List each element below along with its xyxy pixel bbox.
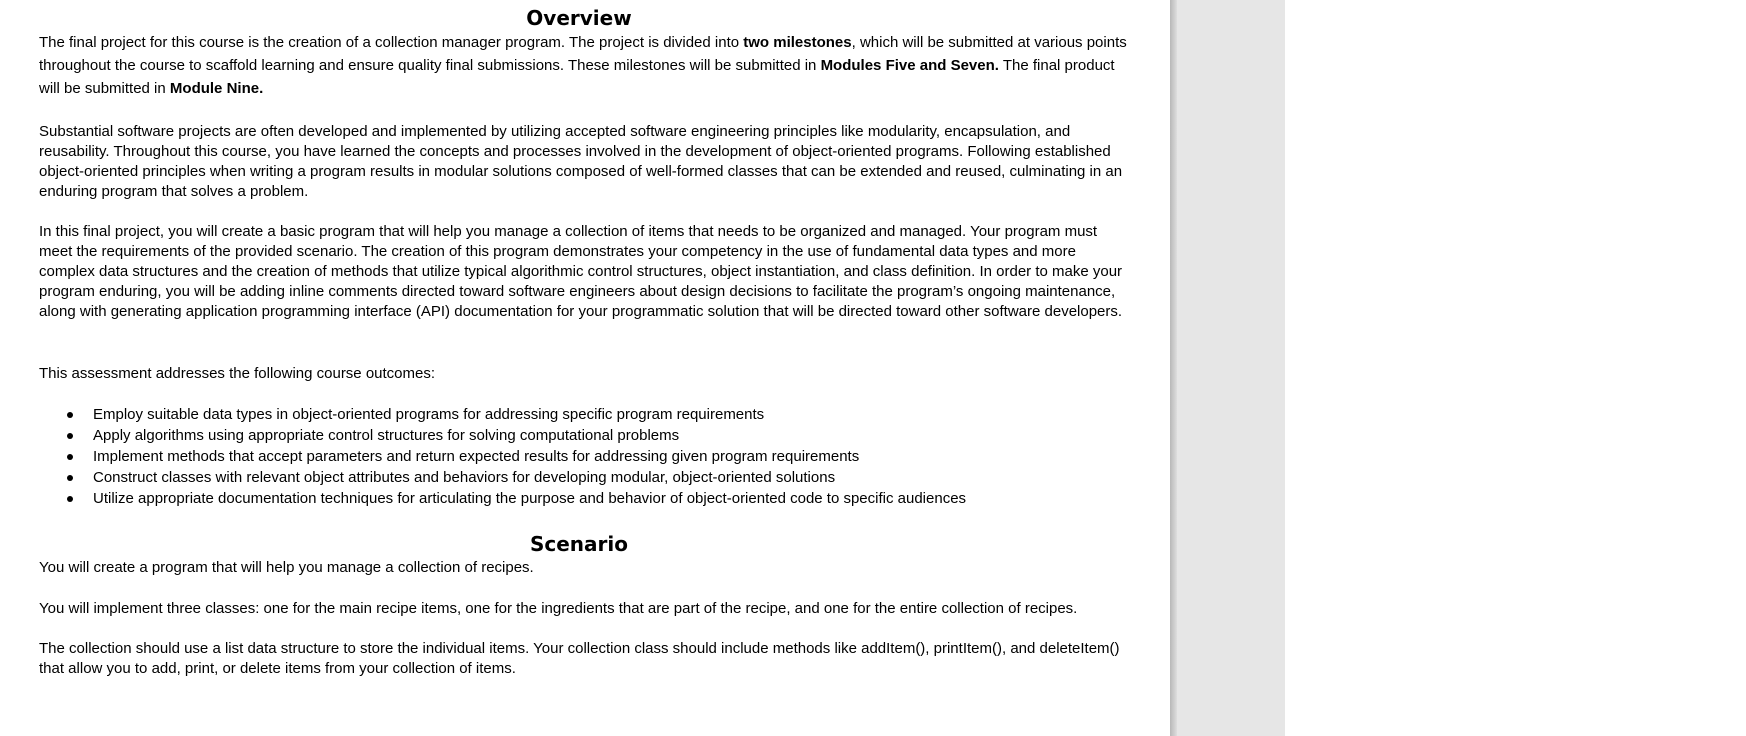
- overview-paragraph-principles: Substantial software projects are often developed and implemented by utilizing accepted software engineering principles like modularity, encapsulation, and reusability. Throughout this course, you have learned the concepts and processes involved in the development of object-oriented programs. Following established object-oriented principles when writing a program results in modular solutions composed of well-formed classes that can be extended and reused, culminating in an enduring program that solves a problem.: [39, 123, 1123, 200]
- scenario-paragraph-classes: You will implement three classes: one for the main recipe items, one for the ingredients that are part of the recipe, and one for the entire collection of recipes.: [39, 600, 1078, 617]
- scenario-heading: Scenario: [529, 532, 629, 556]
- viewer-background: [1177, 0, 1285, 736]
- bullet-icon: [67, 475, 73, 481]
- overview-paragraph-final-project: In this final project, you will create a basic program that will help you manage a collection of items that needs to be organized and managed. Your program must meet the requirements of the provided scenario. The creation of this program demonstrates your competency in the use of fundamental data types and more complex data structures and the creation of methods that utilize typical algorithmic control structures, object instantiation, and class definition. In order to make your program enduring, you will be adding inline comments directed toward software engineers about design decisions to facilitate the program’s ongoing maintenance, along with generating application programming interface (API) documentation for your programmatic solution that will be directed toward other software developers.: [39, 223, 1123, 320]
- outcome-text: Apply algorithms using appropriate control structures for solving computational problems: [93, 427, 680, 444]
- outcome-item: [93, 446, 1153, 467]
- blank-area: [1285, 0, 1746, 736]
- outcomes-list: [39, 404, 1153, 509]
- outcome-text: Implement methods that accept parameters and return expected results for addressing given program requirements: [93, 448, 860, 465]
- outcome-item: [93, 404, 1153, 425]
- page-edge-shadow: [1170, 0, 1177, 736]
- intro-bold-modules: Modules Five and Seven.: [820, 57, 999, 74]
- bullet-icon: [67, 454, 73, 460]
- bullet-icon: [67, 412, 73, 418]
- intro-bold-milestones: two milestones: [743, 34, 852, 51]
- outcome-text: Employ suitable data types in object-oriented programs for addressing specific program requirements: [93, 406, 765, 423]
- outcomes-intro: This assessment addresses the following course outcomes:: [39, 365, 436, 382]
- outcome-item: [93, 488, 1153, 509]
- outcome-item: [93, 425, 1153, 446]
- overview-intro-paragraph: [39, 31, 1129, 100]
- outcome-item: [93, 467, 1153, 488]
- intro-text-3: The final product will be submitted in: [39, 57, 1115, 97]
- scenario-paragraph-collection: The collection should use a list data structure to store the individual items. Your collection class should include methods like addItem(), printItem(), and deleteItem() that allow you to add, print, or delete items from your collection of items.: [39, 640, 1120, 677]
- outcome-text: Construct classes with relevant object attributes and behaviors for developing modular, object-oriented solutions: [93, 469, 836, 486]
- overview-heading: Overview: [526, 6, 632, 30]
- bullet-icon: [67, 433, 73, 439]
- bullet-icon: [67, 496, 73, 502]
- intro-text-2: , which will be submitted at various points throughout the course to scaffold learning and ensure quality final submissions. These milestones will be submitted in: [39, 34, 1127, 74]
- intro-text-1: The final project for this course is the creation of a collection manager program. The project is divided into: [39, 34, 744, 51]
- intro-bold-module-nine: Module Nine.: [169, 80, 264, 97]
- outcome-text: Utilize appropriate documentation techniques for articulating the purpose and behavior of object-oriented code to specific audiences: [93, 490, 967, 507]
- scenario-paragraph-intro: You will create a program that will help you manage a collection of recipes.: [39, 559, 534, 576]
